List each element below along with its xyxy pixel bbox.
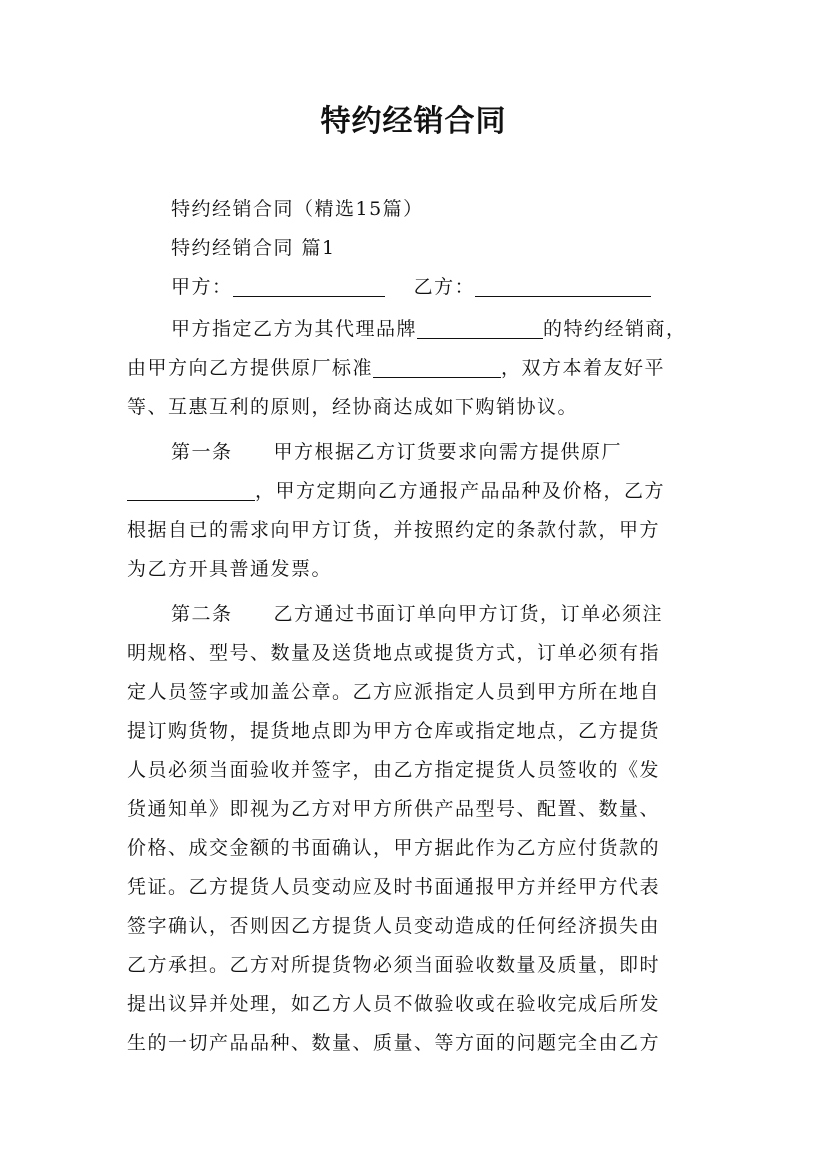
para1-text-a: 甲方指定乙方为其代理品牌 [171,318,418,340]
party-a-blank [233,276,385,297]
document-title: 特约经销合同 [320,104,507,139]
article1-text: ，甲方定期向乙方通报产品品种及价格，乙方 [255,480,666,502]
article1-line4: 为乙方开具普通发票。 [127,558,333,580]
article2-line: 明规格、型号、数量及送货地点或提货方式，订单必须有指 [127,642,661,664]
parties-line [127,268,707,307]
article2-line: 定人员签字或加盖公章。乙方应派指定人员到甲方所在地自 [127,681,661,703]
article2-line: 人员必须当面验收并签字，由乙方指定提货人员签收的《发 [127,759,661,781]
para1-text-c: 由甲方向乙方提供原厂标准 [127,357,374,379]
article2-line: 第二条 乙方通过书面订单向甲方订货，订单必须注 [171,603,664,625]
article2-line: 提出议异并处理，如乙方人员不做验收或在验收完成后所发 [127,993,661,1015]
article2-line: 凭证。乙方提货人员变动应及时书面通报甲方并经甲方代表 [127,876,661,898]
para1-line1 [127,310,707,349]
article1-line1: 第一条 甲方根据乙方订货要求向需方提供原厂 [171,441,623,463]
subtitle: 特约经销合同（精选15篇） [171,198,424,220]
article1-line3: 根据自已的需求向甲方订货，并按照约定的条款付款，甲方 [127,519,661,541]
article2-line: 乙方承担。乙方对所提货物必须当面验收数量及质量，即时 [127,954,661,976]
brand-blank [417,318,543,339]
para1-text-d: ，双方本着友好平 [501,357,666,379]
article2-line: 货通知单》即视为乙方对甲方所供产品型号、配置、数量、 [127,798,661,820]
article2-line: 签字确认，否则因乙方提货人员变动造成的任何经济损失由 [127,915,661,937]
party-a-label: 甲方： [171,276,233,298]
para1-line2 [127,349,707,388]
article1-line2 [127,472,707,511]
para1-text-b: 的特约经销商， [543,318,687,340]
para1-line3: 等、互惠互利的原则，经协商达成如下购销协议。 [127,396,579,418]
article2-line: 价格、成交金额的书面确认，甲方据此作为乙方应付货款的 [127,837,661,859]
product-blank [127,480,255,501]
article2-line: 提订购货物，提货地点即为甲方仓库或指定地点，乙方提货 [127,720,661,742]
article2-line: 生的一切产品品种、数量、质量、等方面的问题完全由乙方 [127,1032,661,1054]
party-b-blank [475,276,651,297]
standard-blank [373,357,501,378]
section-heading: 特约经销合同 篇1 [171,237,336,259]
document-body [127,190,707,1063]
party-b-label: 乙方： [413,276,476,298]
